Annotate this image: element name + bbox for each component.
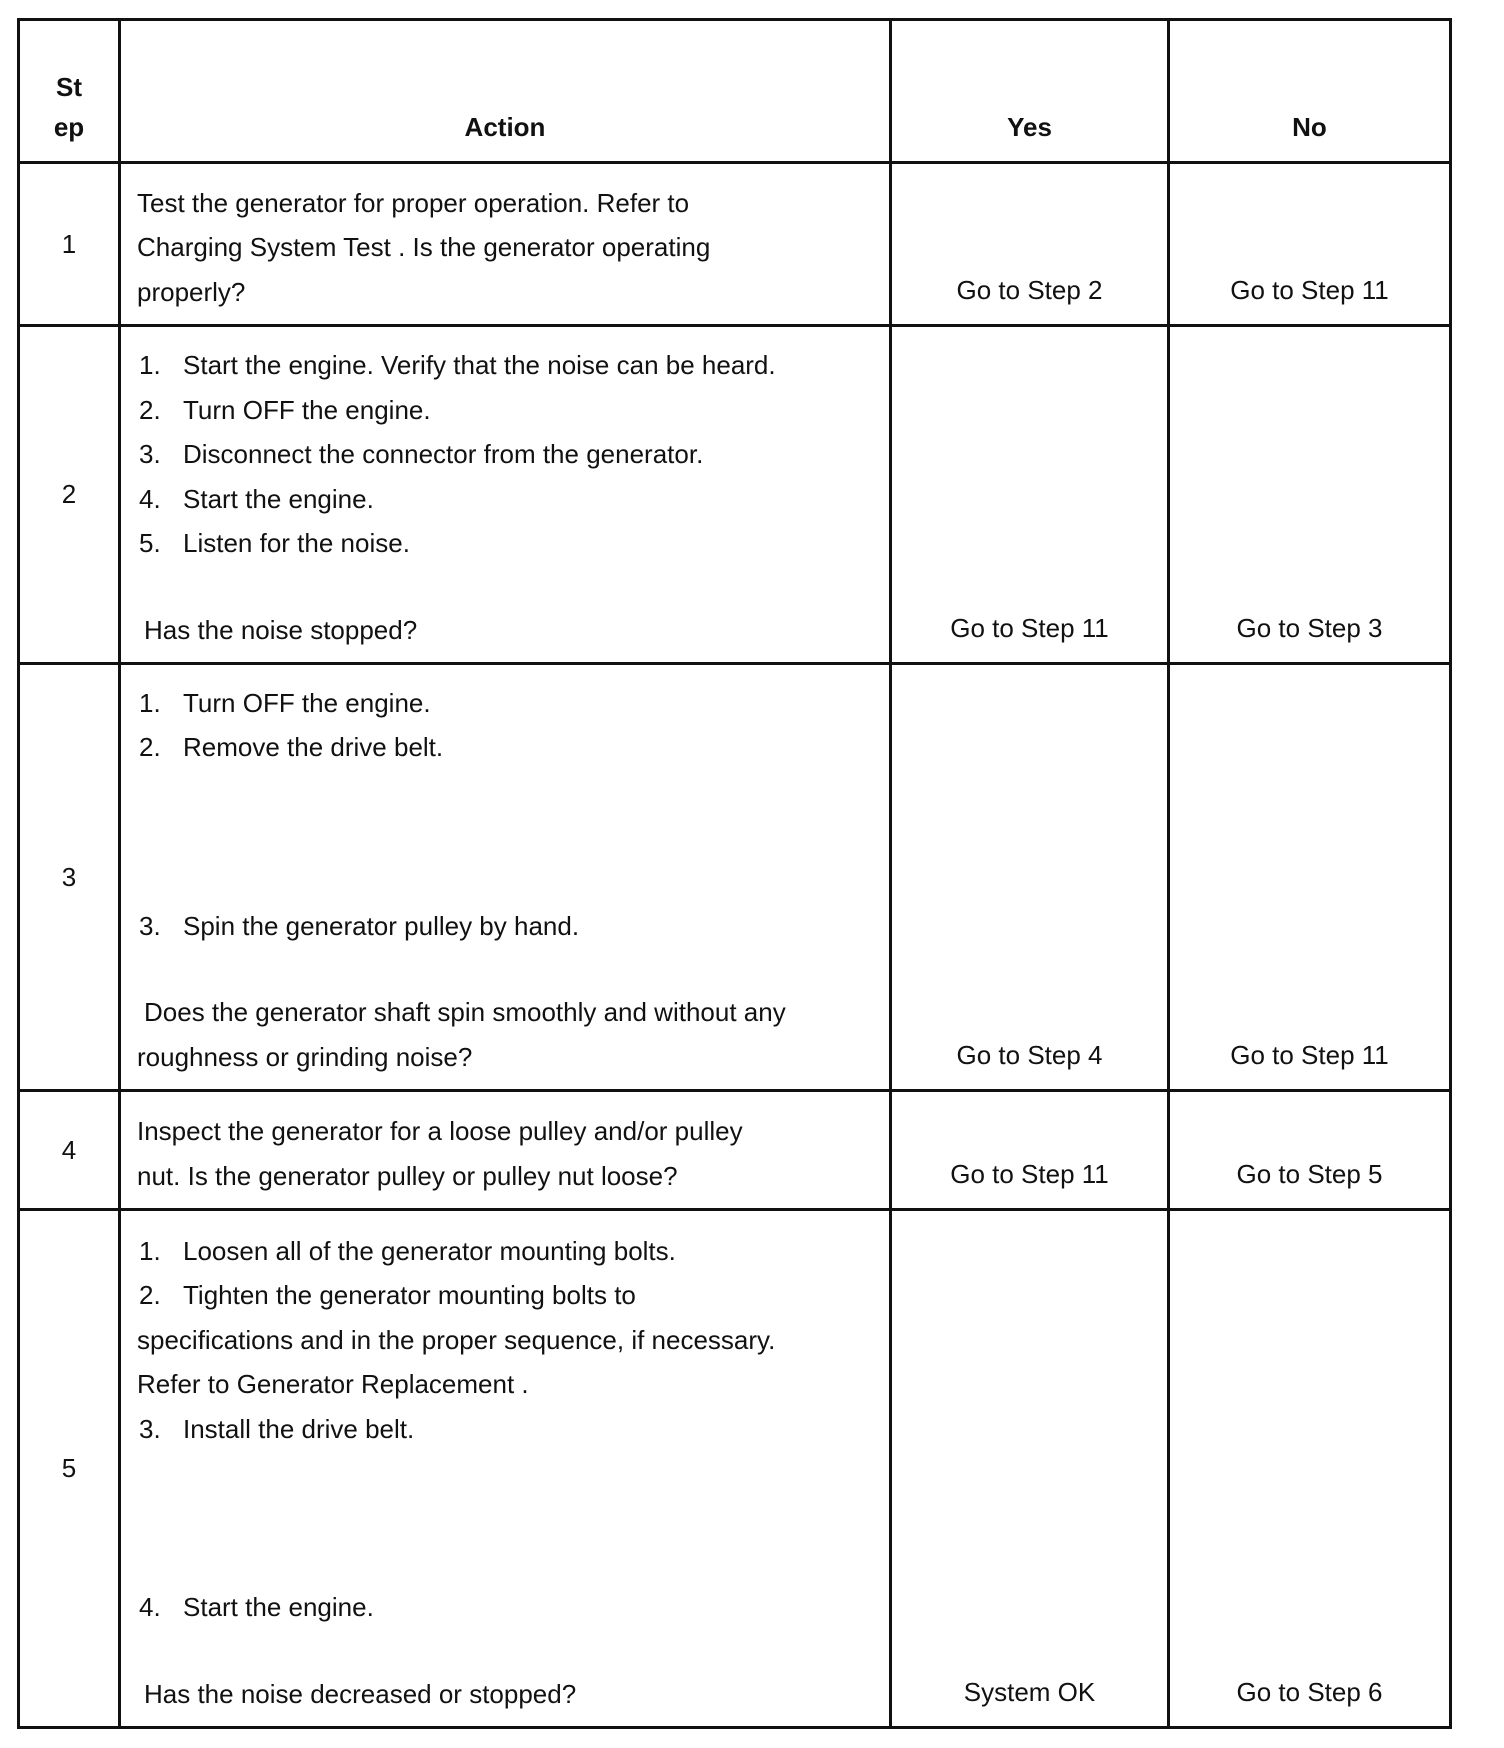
action-cell xyxy=(120,163,891,326)
list-item: 1. Start the engine. Verify that the noise can be heard. xyxy=(139,350,776,380)
question-text: Has the noise decreased or stopped? xyxy=(144,1678,577,1709)
yes-result: Go to Step 11 xyxy=(891,1091,1169,1210)
action-line: Inspect the generator for a loose pulley and/or pulley xyxy=(137,1116,743,1146)
yes-result: Go to Step 2 xyxy=(891,163,1169,326)
no-result: Go to Step 3 xyxy=(1169,326,1451,664)
list-item: 2. Remove the drive belt. xyxy=(139,732,444,762)
yes-result: Go to Step 11 xyxy=(891,326,1169,664)
yes-result: System OK xyxy=(891,1210,1169,1728)
yes-column-header: Yes xyxy=(891,20,1169,163)
step-number: 3 xyxy=(19,664,120,1091)
table-row xyxy=(19,1091,1451,1210)
action-cell xyxy=(120,326,891,664)
step-number: 5 xyxy=(19,1210,120,1728)
no-result: Go to Step 11 xyxy=(1169,664,1451,1091)
spacer xyxy=(137,1630,879,1672)
table-row xyxy=(19,1210,1451,1728)
no-result: Go to Step 6 xyxy=(1169,1210,1451,1728)
no-result: Go to Step 11 xyxy=(1169,163,1451,326)
list-item: 5. Listen for the noise. xyxy=(139,528,410,558)
list-item-continuation: specifications and in the proper sequence, if necessary. xyxy=(137,1324,776,1355)
table-row xyxy=(19,664,1451,1091)
question-text: Does the generator shaft spin smoothly and without any xyxy=(144,997,786,1027)
header-row xyxy=(19,20,1451,163)
list-item: 4. Start the engine. xyxy=(139,1592,374,1622)
list-item-continuation: Refer to Generator Replacement . xyxy=(137,1369,529,1399)
question-text: roughness or grinding noise? xyxy=(137,1041,473,1072)
step-header-line-2: ep xyxy=(53,112,85,142)
action-cell xyxy=(120,1210,891,1728)
step-number: 2 xyxy=(19,326,120,664)
step-header-line-1: St xyxy=(56,72,82,102)
list-item: 3. Install the drive belt. xyxy=(139,1413,415,1444)
list-item: 1. Turn OFF the engine. xyxy=(139,687,431,718)
question-text: Has the noise stopped? xyxy=(144,614,418,645)
spacer xyxy=(137,948,879,990)
table-row xyxy=(19,326,1451,664)
spacer xyxy=(137,566,879,608)
list-item: 4. Start the engine. xyxy=(139,483,374,514)
step-number: 1 xyxy=(19,163,120,326)
list-item: 2. Turn OFF the engine. xyxy=(139,394,431,425)
list-item: 3. Disconnect the connector from the generator. xyxy=(139,439,704,469)
table-row xyxy=(19,163,1451,326)
step-number: 4 xyxy=(19,1091,120,1210)
spacer xyxy=(137,770,879,904)
diagnostic-table xyxy=(17,18,1452,1729)
step-column-header xyxy=(19,20,120,163)
action-column-header: Action xyxy=(120,20,891,163)
no-column-header: No xyxy=(1169,20,1451,163)
list-item: 1. Loosen all of the generator mounting bolts. xyxy=(139,1235,676,1266)
yes-result: Go to Step 4 xyxy=(891,664,1169,1091)
action-line: Test the generator for proper operation. Refer to xyxy=(137,187,690,218)
action-line: properly? xyxy=(137,276,246,307)
action-cell xyxy=(120,664,891,1091)
list-item: 3. Spin the generator pulley by hand. xyxy=(139,910,580,941)
action-line: nut. Is the generator pulley or pulley nut loose? xyxy=(137,1160,678,1191)
action-cell xyxy=(120,1091,891,1210)
list-item: 2. Tighten the generator mounting bolts to xyxy=(139,1280,636,1310)
spacer xyxy=(137,1451,879,1585)
action-line: Charging System Test . Is the generator operating xyxy=(137,232,711,262)
no-result: Go to Step 5 xyxy=(1169,1091,1451,1210)
